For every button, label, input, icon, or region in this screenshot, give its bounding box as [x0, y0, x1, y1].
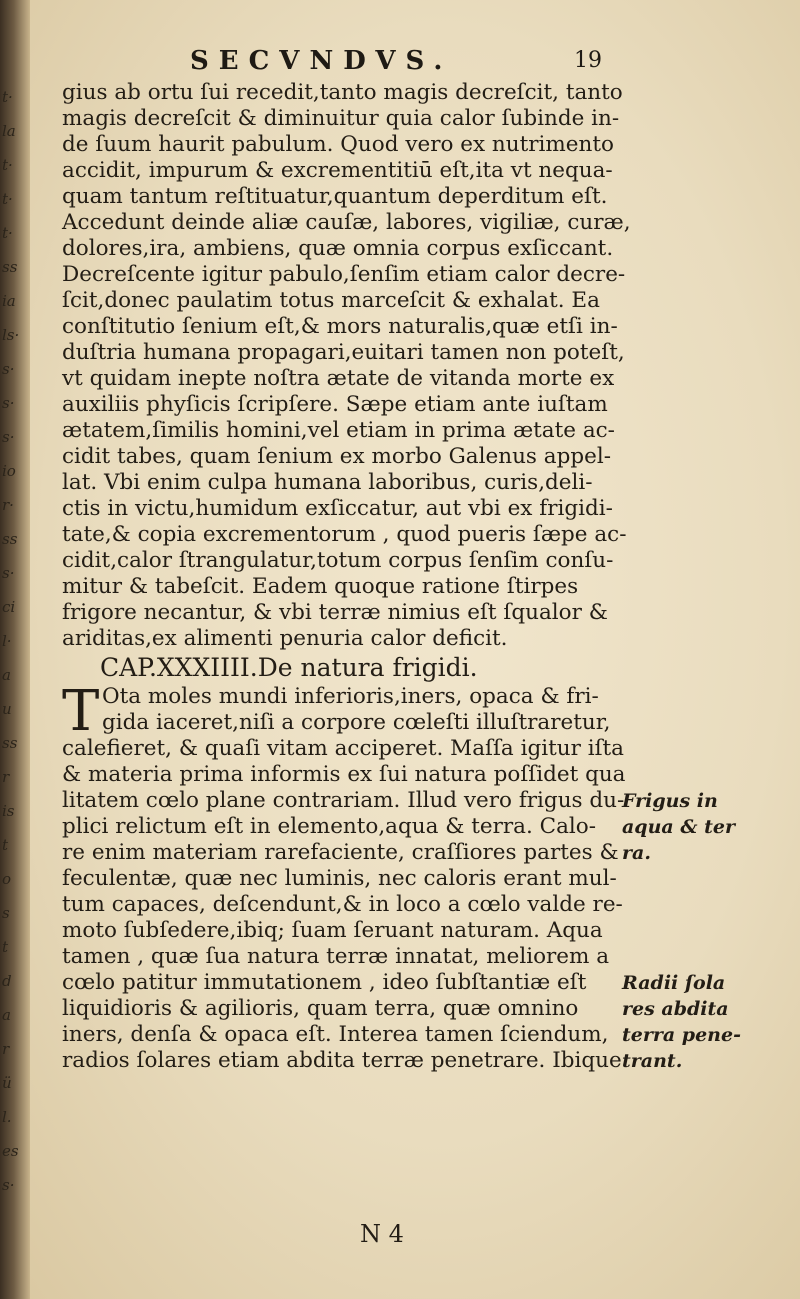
gutter-fragment: a [2, 1006, 11, 1024]
signature-mark: N 4 [360, 1220, 404, 1248]
gutter-fragment: la [2, 122, 16, 140]
gutter-fragment: s· [2, 394, 15, 412]
gutter-fragment: s· [2, 564, 15, 582]
margin-note: terra pene- [622, 1024, 741, 1046]
margin-note: aqua & ter [622, 816, 735, 838]
page-number: 19 [574, 48, 602, 73]
gutter-fragment: a [2, 666, 11, 684]
chapter-paragraph [62, 679, 702, 1074]
text-line: cidit,calor ſtrangulatur,totum corpus ſenſim conſu- [62, 548, 614, 573]
gutter-fragment: t [2, 836, 9, 854]
paragraph [62, 80, 702, 652]
text-line: & materia prima informis ex ſui natura poſſidet qua [62, 762, 626, 787]
margin-note: trant. [622, 1050, 683, 1072]
gutter-fragment: ü [2, 1074, 12, 1092]
text-line: magis decreſcit & diminuitur quia calor ſubinde in- [62, 106, 620, 131]
text-line: calefieret, & quaſi vitam acciperet. Maſſa igitur iſta [62, 736, 624, 761]
text-line: cidit tabes, quam ſenium ex morbo Galenus appel- [62, 444, 611, 469]
gutter-fragment: t· [2, 156, 13, 174]
text-line: mitur & tabeſcit. Eadem quoque ratione ſtirpes [62, 574, 579, 599]
text-line: ctis in victu,humidum exſiccatur, aut vbi ex frigidi- [62, 496, 613, 521]
text-line: ſcit,donec paulatim totus marceſcit & exhalat. Ea [62, 288, 600, 313]
text-line: Ota moles mundi inferioris,iners, opaca & fri- [102, 684, 599, 709]
text-line: moto ſubſedere,ibiq; ſuam ſeruant naturam. Aqua [62, 918, 603, 943]
margin-note: res abdita [622, 998, 729, 1020]
drop-cap: T [62, 679, 100, 744]
gutter-fragment: l· [2, 632, 12, 650]
gutter-fragment: ss [2, 258, 18, 276]
gutter-fragment: is [2, 802, 15, 820]
gutter-fragment: io [2, 462, 16, 480]
margin-note: Frigus in [622, 790, 718, 812]
gutter-fragment: s· [2, 360, 15, 378]
text-line: gius ab ortu ſui recedit,tanto magis decreſcit, tanto [62, 80, 623, 105]
text-line: feculentæ, quæ nec luminis, nec caloris erant mul- [62, 866, 617, 891]
text-line: gida iaceret,niſi a corpore cœleſti illuſtraretur, [102, 710, 611, 735]
page-header [190, 46, 610, 82]
text-line: frigore necantur, & vbi terræ nimius eſt ſqualor & [62, 600, 608, 625]
text-line: conſtitutio ſenium eſt,& mors naturalis,quæ etſi in- [62, 314, 618, 339]
gutter-fragment: ci [2, 598, 16, 616]
gutter-fragment: ls· [2, 326, 20, 344]
text-line: lat. Vbi enim culpa humana laboribus, curis,deli- [62, 470, 593, 495]
gutter-fragment: s [2, 904, 10, 922]
text-line: de ſuum haurit pabulum. Quod vero ex nutrimento [62, 132, 614, 157]
text-line: ariditas,ex alimenti penuria calor deficit. [62, 626, 508, 651]
gutter-fragment: t· [2, 88, 13, 106]
text-line: re enim materiam rarefaciente, craſſiores partes & [62, 840, 619, 865]
gutter-fragment: r [2, 1040, 10, 1058]
gutter-fragment: s· [2, 428, 15, 446]
text-line: vt quidam inepte noſtra ætate de vitanda morte ex [62, 366, 615, 391]
text-line: dolores,ira, ambiens, quæ omnia corpus exſiccant. [62, 236, 614, 261]
text-line: accidit, impurum & excrementitiū eſt,ita vt nequa- [62, 158, 613, 183]
text-line: Accedunt deinde aliæ cauſæ, labores, vigiliæ, curæ, [62, 210, 631, 235]
text-line: plici relictum eſt in elemento,aqua & terra. Calo- [62, 814, 596, 839]
binding-gutter [0, 0, 30, 1299]
text-line: Decreſcente igitur pabulo,ſenſim etiam calor decre- [62, 262, 626, 287]
text-line: tum capaces, deſcendunt,& in loco a cœlo valde re- [62, 892, 623, 917]
gutter-fragment: s· [2, 1176, 15, 1194]
text-line: ætatem,ſimilis homini,vel etiam in prima ætate ac- [62, 418, 615, 443]
text-line: iners, denſa & opaca eſt. Interea tamen ſciendum, [62, 1022, 609, 1047]
text-line: tate,& copia excrementorum , quod pueris ſæpe ac- [62, 522, 627, 547]
text-line: radios ſolares etiam abdita terræ penetrare. Ibique [62, 1048, 622, 1073]
text-line: litatem cœlo plane contrariam. Illud vero frigus du- [62, 788, 625, 813]
running-title: SECVNDVS. [190, 46, 453, 76]
gutter-fragment: r [2, 768, 10, 786]
margin-note: Radii ſola [622, 972, 726, 994]
gutter-fragment: es [2, 1142, 19, 1160]
body-text [62, 80, 702, 1074]
margin-note: ra. [622, 842, 651, 864]
text-line: tamen , quæ ſua natura terræ innatat, meliorem a [62, 944, 610, 969]
gutter-fragment: d [2, 972, 12, 990]
gutter-fragment: r· [2, 496, 14, 514]
gutter-fragment: t [2, 938, 9, 956]
text-line: duſtria humana propagari,euitari tamen non poteſt, [62, 340, 625, 365]
gutter-fragment: ia [2, 292, 16, 310]
text-line: cœlo patitur immutationem , ideo ſubſtantiæ eſt [62, 970, 587, 995]
gutter-fragment: ss [2, 530, 18, 548]
text-line: liquidioris & agilioris, quam terra, quæ omnino [62, 996, 579, 1021]
gutter-fragment: o [2, 870, 12, 888]
chapter-heading: CAP.XXXIIII.De natura frigidi. [100, 653, 478, 682]
gutter-fragment: l. [2, 1108, 12, 1126]
gutter-fragment: t· [2, 190, 13, 208]
text-line: auxiliis phyſicis ſcripſere. Sæpe etiam ante iuſtam [62, 392, 608, 417]
gutter-fragment: t· [2, 224, 13, 242]
gutter-fragment: u [2, 700, 12, 718]
gutter-fragment: ss [2, 734, 18, 752]
text-line: quam tantum reſtituatur,quantum deperditum eſt. [62, 184, 608, 209]
